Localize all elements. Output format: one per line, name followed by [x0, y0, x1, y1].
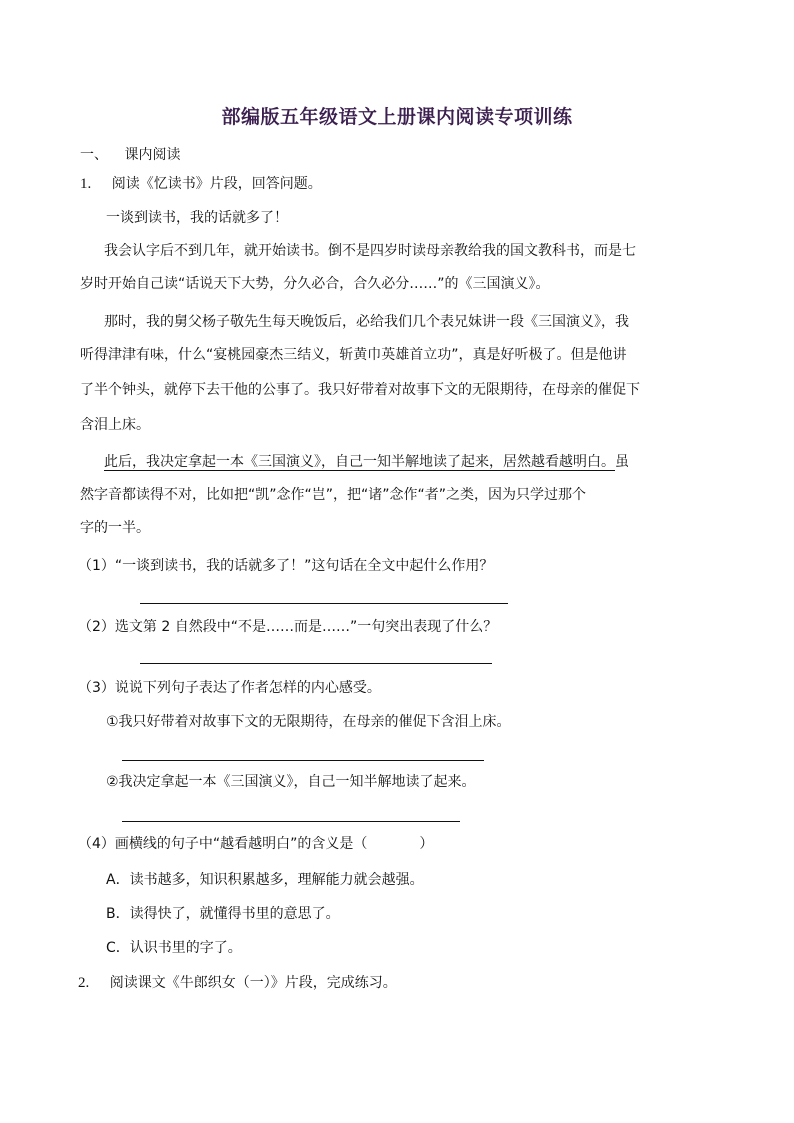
sub-question-1: （1）“一谈到读书，我的话就多了！”这句话在全文中起什么作用？	[78, 558, 494, 574]
passage-paragraph-3-line-4: 含泪上床。	[80, 417, 150, 433]
option-a[interactable]: A．读书越多，知识积累越多，理解能力就会越强。	[106, 872, 424, 888]
section-label: 课内阅读	[124, 147, 181, 163]
answer-line-2[interactable]	[140, 663, 492, 664]
passage-paragraph-4-continuation: 虽	[615, 454, 629, 470]
question-1-heading	[80, 174, 322, 194]
sub-question-3: （3）说说下列句子表达了作者怎样的内心感受。	[78, 680, 381, 696]
question-2-heading	[78, 973, 397, 993]
sub-question-4-text: （4）画横线的句子中“越看越明白”的含义是（	[78, 836, 368, 852]
question-1-number: 1.	[80, 176, 92, 192]
sub-question-4-close: ）	[419, 836, 434, 852]
section-heading	[80, 145, 180, 165]
sub-question-3-item-1: ①我只好带着对故事下文的无限期待，在母亲的催促下含泪上床。	[106, 714, 511, 730]
sub-question-3-item-2: ②我决定拿起一本《三国演义》，自己一知半解地读了起来。	[106, 774, 476, 790]
question-2-prompt: 阅读课文《牛郎织女（一）》片段，完成练习。	[109, 975, 397, 991]
question-1-prompt: 阅读《忆读书》片段，回答问题。	[111, 176, 322, 192]
answer-line-1[interactable]	[140, 603, 508, 604]
underlined-sentence: 此后，我决定拿起一本《三国演义》，自己一知半解地读了起来，居然越看越明白。	[104, 454, 615, 470]
passage-paragraph-2-line-2: 岁时开始自己读“话说天下大势，分久必合，合久必分……”的《三国演义》。	[80, 276, 550, 292]
passage-paragraph-4-line-2: 然字音都读得不对，比如把“凯”念作“岂”，把“诸”念作“者”之类，因为只学过那个	[80, 487, 587, 503]
passage-paragraph-3-line-1: 那时，我的舅父杨子敬先生每天晚饭后，必给我们几个表兄妹讲一段《三国演义》，我	[104, 314, 629, 330]
passage-paragraph-4-line-3: 字的一半。	[80, 520, 150, 536]
option-b[interactable]: B．读得快了，就懂得书里的意思了。	[106, 906, 340, 922]
passage-paragraph-4-line-1	[104, 452, 629, 472]
passage-paragraph-3-line-3: 了半个钟头，就停下去干他的公事了。我只好带着对故事下文的无限期待，在母亲的催促下	[80, 382, 640, 398]
question-2-number: 2.	[78, 975, 90, 991]
passage-paragraph-2-line-1: 我会认字后不到几年，就开始读书。倒不是四岁时读母亲教给我的国文教科书，而是七	[104, 243, 636, 259]
page-title: 部编版五年级语文上册课内阅读专项训练	[221, 106, 573, 128]
answer-line-3b[interactable]	[122, 821, 460, 822]
passage-paragraph-1: 一谈到读书，我的话就多了！	[106, 210, 288, 226]
passage-paragraph-3-line-2: 听得津津有味，什么“宴桃园豪杰三结义，斩黄巾英雄首立功”，真是好听极了。但是他讲	[80, 347, 627, 363]
sub-question-4	[78, 834, 433, 854]
section-number: 一、	[80, 147, 108, 163]
option-c[interactable]: C．认识书里的字了。	[106, 940, 242, 956]
sub-question-2: （2）选文第 2 自然段中“不是……而是……”一句突出表现了什么？	[78, 619, 498, 635]
answer-line-3a[interactable]	[122, 760, 484, 761]
